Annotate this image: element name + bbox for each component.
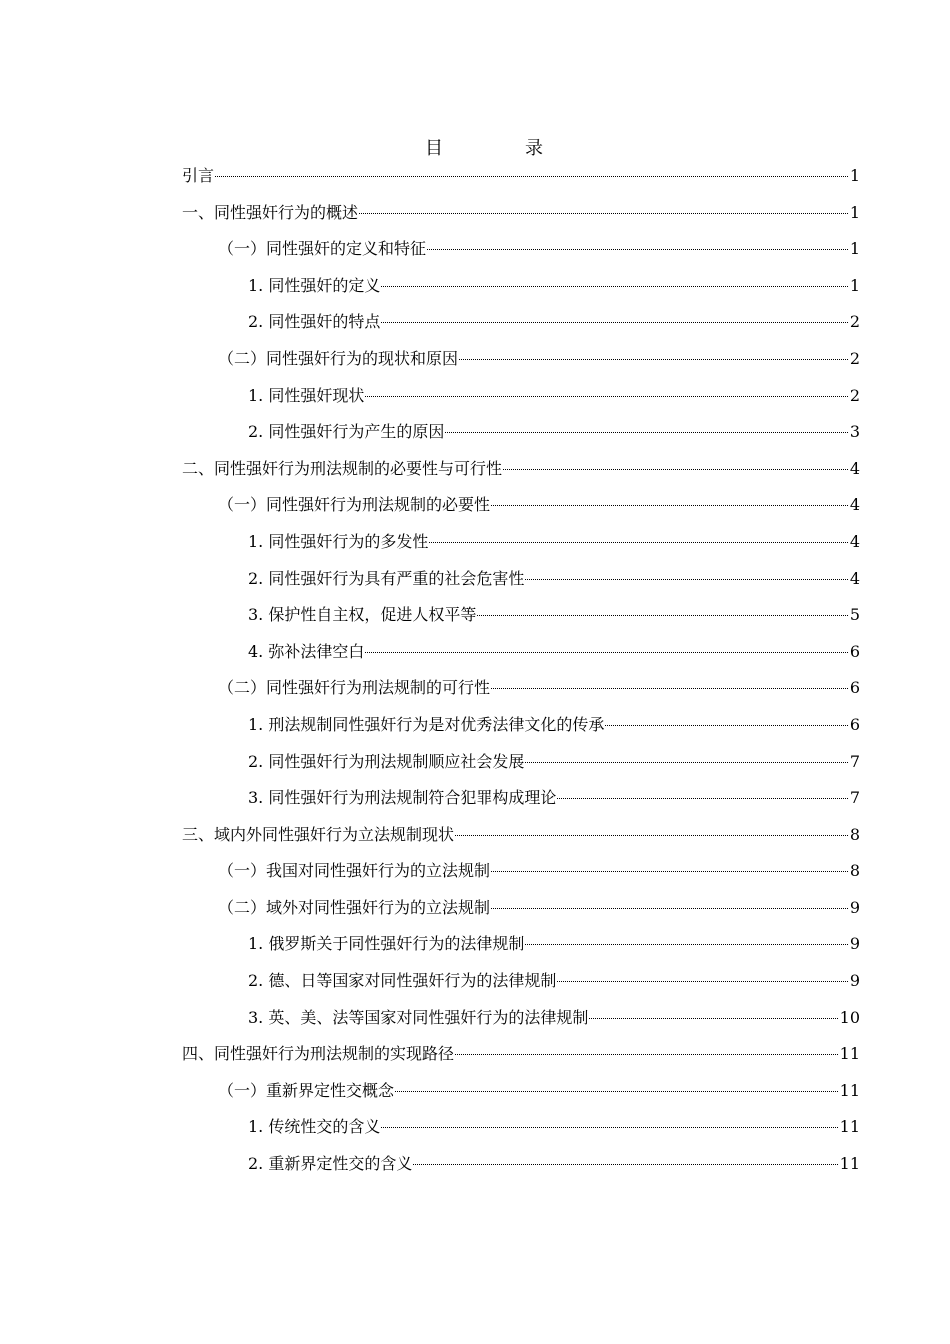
- toc-page-number: 11: [839, 1154, 860, 1174]
- toc-entry-text: 1. 同性强奸的定义: [248, 275, 381, 295]
- toc-leader-dots: [525, 944, 847, 945]
- toc-leader-dots: [359, 213, 848, 214]
- toc-entry[interactable]: [182, 566, 860, 603]
- toc-entry[interactable]: [182, 383, 860, 420]
- toc-leader-dots: [381, 286, 847, 287]
- toc-entry-text: 2. 德、日等国家对同性强奸行为的法律规制: [248, 971, 557, 991]
- toc-entry[interactable]: [182, 675, 860, 712]
- toc-page-number: 4: [849, 531, 860, 551]
- toc-entry-text: （二）同性强奸行为刑法规制的可行性: [218, 678, 491, 698]
- toc-entry[interactable]: [182, 456, 860, 493]
- toc-page-number: 2: [849, 348, 860, 368]
- toc-leader-dots: [557, 981, 847, 982]
- toc-leader-dots: [427, 249, 848, 250]
- toc-page-number: 9: [849, 971, 860, 991]
- toc-entry-text: 2. 重新界定性交的含义: [248, 1154, 413, 1174]
- toc-entry-text: 3. 同性强奸行为刑法规制符合犯罪构成理论: [248, 788, 557, 808]
- toc-entry[interactable]: [182, 1041, 860, 1078]
- toc-page-number: 4: [849, 495, 860, 515]
- toc-entry[interactable]: [182, 895, 860, 932]
- toc-page-number: 11: [839, 1044, 860, 1064]
- toc-entry-text: 1. 同性强奸行为的多发性: [248, 531, 429, 551]
- toc-entry[interactable]: [182, 492, 860, 529]
- toc-entry-text: 四、同性强奸行为刑法规制的实现路径: [182, 1044, 455, 1064]
- toc-leader-dots: [491, 505, 848, 506]
- toc-leader-dots: [503, 469, 848, 470]
- toc-entry[interactable]: [182, 639, 860, 676]
- toc-entry[interactable]: [182, 1151, 860, 1188]
- toc-entry-text: （一）我国对同性强奸行为的立法规制: [218, 861, 491, 881]
- toc-entry-text: 1. 传统性交的含义: [248, 1117, 381, 1137]
- toc-leader-dots: [455, 835, 848, 836]
- toc-page-number: 2: [849, 312, 860, 332]
- toc-entry[interactable]: [182, 163, 860, 200]
- toc-page-number: 7: [849, 788, 860, 808]
- toc-entry-text: 1. 同性强奸现状: [248, 385, 365, 405]
- toc-entry[interactable]: [182, 749, 860, 786]
- toc-entry-text: 2. 同性强奸行为产生的原因: [248, 422, 445, 442]
- toc-entry-text: 2. 同性强奸行为刑法规制顺应社会发展: [248, 751, 525, 771]
- toc-entry-text: 2. 同性强奸行为具有严重的社会危害性: [248, 568, 525, 588]
- toc-entry[interactable]: [182, 1078, 860, 1115]
- toc-entry[interactable]: [182, 1114, 860, 1151]
- toc-entry[interactable]: [182, 309, 860, 346]
- toc-leader-dots: [525, 579, 847, 580]
- toc-entry[interactable]: [182, 236, 860, 273]
- toc-entry-text: 引言: [182, 166, 215, 185]
- toc-entry[interactable]: [182, 785, 860, 822]
- toc-page-number: 9: [849, 897, 860, 917]
- toc-entry[interactable]: [182, 712, 860, 749]
- toc-page-number: 1: [849, 202, 860, 222]
- toc-leader-dots: [413, 1164, 837, 1165]
- toc-entry-text: （一）同性强奸的定义和特征: [218, 239, 427, 259]
- toc-page-number: 8: [849, 861, 860, 881]
- toc-entry-text: （二）同性强奸行为的现状和原因: [218, 348, 459, 368]
- toc-leader-dots: [365, 396, 847, 397]
- toc-page-number: 6: [849, 641, 860, 661]
- toc-entry[interactable]: [182, 346, 860, 383]
- toc-page-number: 9: [849, 934, 860, 954]
- toc-page-number: 10: [839, 1007, 860, 1027]
- toc-entry-text: 一、同性强奸行为的概述: [182, 202, 359, 222]
- toc-entry[interactable]: [182, 1005, 860, 1042]
- toc-entry-text: 4. 弥补法律空白: [248, 641, 365, 661]
- toc-leader-dots: [429, 542, 847, 543]
- toc-entry-text: 二、同性强奸行为刑法规制的必要性与可行性: [182, 458, 503, 478]
- toc-page-number: 1: [849, 239, 860, 259]
- toc-entry-text: （一）同性强奸行为刑法规制的必要性: [218, 495, 491, 515]
- toc-entry[interactable]: [182, 200, 860, 237]
- toc-leader-dots: [445, 432, 847, 433]
- toc-leader-dots: [365, 652, 847, 653]
- toc-leader-dots: [459, 359, 848, 360]
- toc-entry[interactable]: [182, 602, 860, 639]
- toc-entry[interactable]: [182, 822, 860, 859]
- toc-entry-text: 1. 俄罗斯关于同性强奸行为的法律规制: [248, 934, 525, 954]
- toc-page-number: 2: [849, 385, 860, 405]
- toc-entry-text: 2. 同性强奸的特点: [248, 312, 381, 332]
- toc-page-number: 4: [849, 568, 860, 588]
- toc-entry-text: 1. 刑法规制同性强奸行为是对优秀法律文化的传承: [248, 714, 605, 734]
- toc-page-number: 4: [849, 458, 860, 478]
- toc-page-number: 8: [849, 824, 860, 844]
- toc-entry[interactable]: [182, 931, 860, 968]
- toc-leader-dots: [381, 322, 847, 323]
- toc-page-number: 6: [849, 678, 860, 698]
- toc-page-number: 1: [849, 166, 860, 185]
- toc-page-number: 7: [849, 751, 860, 771]
- toc-leader-dots: [557, 798, 847, 799]
- toc-page-number: 11: [839, 1080, 860, 1100]
- toc-leader-dots: [381, 1127, 837, 1128]
- toc-page-number: 1: [849, 275, 860, 295]
- toc-leader-dots: [589, 1018, 837, 1019]
- toc-page-number: 6: [849, 714, 860, 734]
- table-of-contents: [182, 163, 860, 1188]
- toc-entry-text: 3. 英、美、法等国家对同性强奸行为的法律规制: [248, 1007, 589, 1027]
- toc-entry-text: （一）重新界定性交概念: [218, 1080, 395, 1100]
- toc-title: 目 录: [425, 138, 575, 159]
- toc-leader-dots: [455, 1054, 838, 1055]
- toc-leader-dots: [477, 615, 847, 616]
- toc-entry-text: （二）域外对同性强奸行为的立法规制: [218, 897, 491, 917]
- toc-entry[interactable]: [182, 968, 860, 1005]
- toc-leader-dots: [395, 1091, 838, 1092]
- toc-page-number: 5: [849, 605, 860, 625]
- toc-leader-dots: [525, 762, 847, 763]
- toc-entry[interactable]: [182, 858, 860, 895]
- toc-leader-dots: [605, 725, 847, 726]
- toc-entry[interactable]: [182, 273, 860, 310]
- toc-leader-dots: [491, 908, 848, 909]
- toc-leader-dots: [491, 871, 848, 872]
- toc-page-number: 11: [839, 1117, 860, 1137]
- toc-entry-text: 3. 保护性自主权，促进人权平等: [248, 605, 477, 625]
- toc-leader-dots: [215, 176, 848, 177]
- toc-entry[interactable]: [182, 529, 860, 566]
- toc-entry[interactable]: [182, 419, 860, 456]
- toc-entry-text: 三、域内外同性强奸行为立法规制现状: [182, 824, 455, 844]
- toc-page-number: 3: [849, 422, 860, 442]
- toc-leader-dots: [491, 688, 848, 689]
